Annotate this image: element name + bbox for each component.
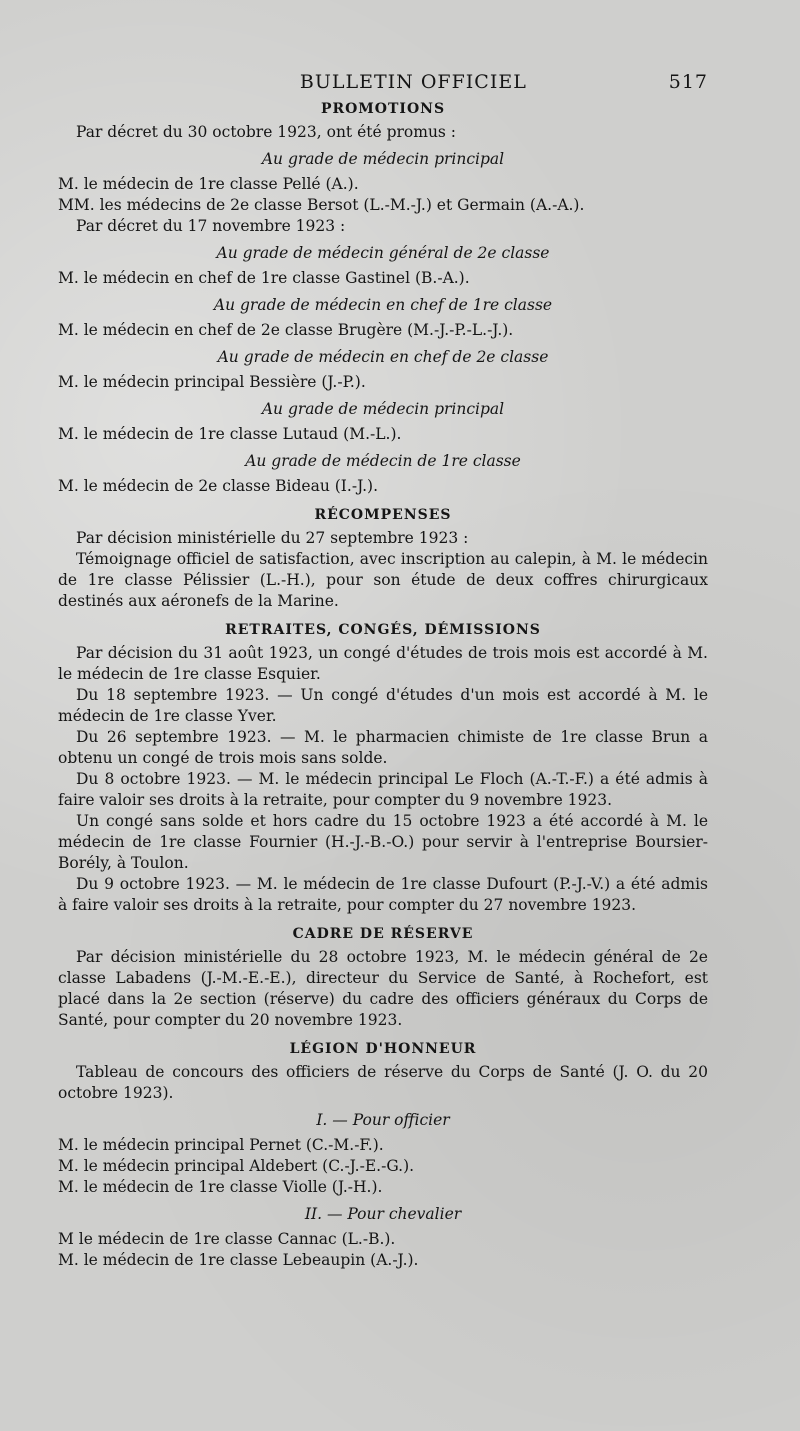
legion-chevalier-1: M le médecin de 1re classe Cannac (L.-B.). [58, 1230, 396, 1248]
retraites-paragraph-6: Du 9 octobre 1923. — M. le médecin de 1re classe Dufourt (P.-J.-V.) a été admis à faire valoir ses droits à la retraite, pour compter du 27 novembre 1923. [58, 875, 708, 914]
section-retraites-title: RETRAITES, CONGÉS, DÉMISSIONS [225, 622, 541, 638]
section-cadre-title: CADRE DE RÉSERVE [292, 926, 474, 942]
recompenses-decision: Par décision ministérielle du 27 septembre 1923 : [76, 529, 469, 547]
promotions-line-1: M. le médecin de 1re classe Pellé (A.). [58, 175, 359, 193]
promotions-line-5: M. le médecin principal Bessière (J.-P.). [58, 373, 366, 391]
promotions-line-4: M. le médecin en chef de 2e classe Brugère (M.-J.-P.-L.-J.). [58, 321, 514, 339]
promotions-line-6: M. le médecin de 1re classe Lutaud (M.-L.). [58, 425, 402, 443]
promotions-line-7: M. le médecin de 2e classe Bideau (I.-J.). [58, 477, 379, 495]
promotions-decree-2: Par décret du 17 novembre 1923 : [76, 217, 346, 235]
promotions-line-2: MM. les médecins de 2e classe Bersot (L.-M.-J.) et Germain (A.-A.). [58, 196, 585, 214]
legion-chevalier-2: M. le médecin de 1re classe Lebeaupin (A.-J.). [58, 1251, 419, 1269]
legion-subtitle-chevalier: II. — Pour chevalier [304, 1205, 462, 1223]
recompenses-text: Témoignage officiel de satisfaction, avec inscription au calepin, à M. le médecin de 1re classe Pélissier (L.-H.), pour son étude de deux coffres chirurgicaux destinés aux aéronefs de la Marine. [58, 550, 708, 610]
section-legion-title: LÉGION D'HONNEUR [289, 1041, 477, 1057]
promotions-grade-4: Au grade de médecin en chef de 2e classe [217, 348, 549, 366]
bulletin-title: BULLETIN OFFICIEL [299, 71, 527, 93]
cadre-paragraph: Par décision ministérielle du 28 octobre 1923, M. le médecin général de 2e classe Labadens (J.-M.-E.-E.), directeur du Service de Santé, à Rochefort, est placé dans la 2e section (réserve) du cadre des officiers généraux du Corps de Santé, pour compter du 20 novembre 1923. [58, 948, 708, 1029]
legion-subtitle-officier: I. — Pour officier [316, 1111, 450, 1129]
legion-intro: Tableau de concours des officiers de réserve du Corps de Santé (J. O. du 20 octobre 1923). [58, 1063, 708, 1102]
page-content [58, 72, 708, 1271]
section-promotions-title: PROMOTIONS [320, 101, 446, 117]
promotions-grade-1: Au grade de médecin principal [261, 150, 505, 168]
retraites-paragraph-5: Un congé sans solde et hors cadre du 15 octobre 1923 a été accordé à M. le médecin de 1re classe Fournier (H.-J.-B.-O.) pour servir à l'entreprise Boursier-Borély, à Toulon. [58, 812, 708, 872]
promotions-grade-2: Au grade de médecin général de 2e classe [216, 244, 550, 262]
legion-officier-3: M. le médecin de 1re classe Violle (J.-H.). [58, 1178, 383, 1196]
running-header [58, 72, 708, 93]
promotions-grade-6: Au grade de médecin de 1re classe [245, 452, 521, 470]
promotions-grade-5: Au grade de médecin principal [261, 400, 505, 418]
retraites-paragraph-3: Du 26 septembre 1923. — M. le pharmacien chimiste de 1re classe Brun a obtenu un congé de trois mois sans solde. [58, 728, 708, 767]
legion-officier-1: M. le médecin principal Pernet (C.-M.-F.). [58, 1136, 384, 1154]
promotions-decree-1: Par décret du 30 octobre 1923, ont été promus : [76, 123, 457, 141]
retraites-paragraph-2: Du 18 septembre 1923. — Un congé d'études d'un mois est accordé à M. le médecin de 1re classe Yver. [58, 686, 708, 725]
legion-officier-2: M. le médecin principal Aldebert (C.-J.-E.-G.). [58, 1157, 415, 1175]
promotions-line-3: M. le médecin en chef de 1re classe Gastinel (B.-A.). [58, 269, 470, 287]
page-number: 517 [668, 71, 708, 93]
retraites-paragraph-1: Par décision du 31 août 1923, un congé d'études de trois mois est accordé à M. le médecin de 1re classe Esquier. [58, 644, 708, 683]
promotions-grade-3: Au grade de médecin en chef de 1re classe [213, 296, 553, 314]
section-recompenses-title: RÉCOMPENSES [314, 507, 452, 523]
retraites-paragraph-4: Du 8 octobre 1923. — M. le médecin principal Le Floch (A.-T.-F.) a été admis à faire valoir ses droits à la retraite, pour compter du 9 novembre 1923. [58, 770, 708, 809]
